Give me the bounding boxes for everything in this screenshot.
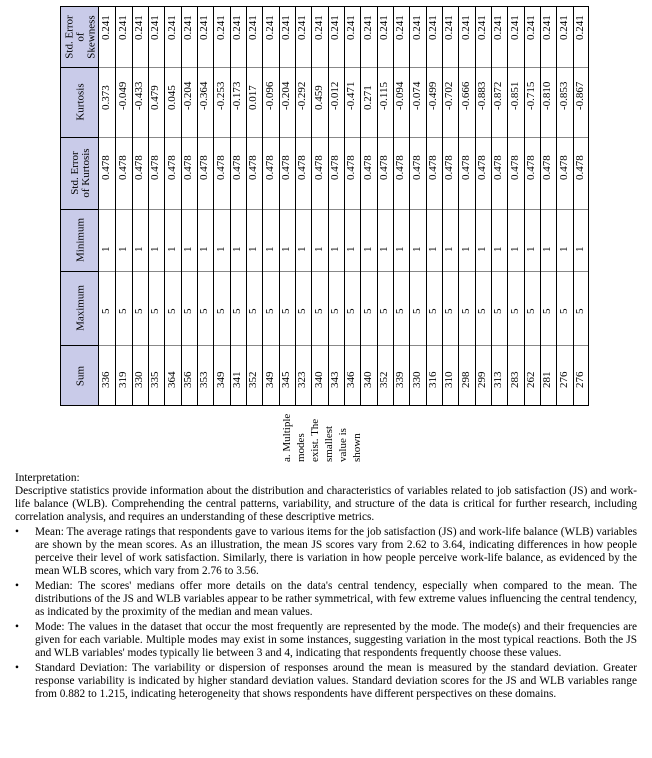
cell-se_kurt: 0.478 <box>181 155 194 180</box>
cell-sum: 281 <box>541 371 554 388</box>
header-label <box>75 218 86 262</box>
cell-sum: 335 <box>149 371 162 388</box>
row-divider <box>556 7 557 405</box>
cell-minimum: 1 <box>149 246 162 252</box>
cell-minimum: 1 <box>426 246 439 252</box>
cell-sum: 352 <box>247 371 260 388</box>
cell-kurtosis: -0.364 <box>198 81 211 110</box>
cell-se_kurt: 0.478 <box>132 155 145 180</box>
cell-se_skew: 0.241 <box>149 15 162 40</box>
cell-se_kurt: 0.478 <box>508 155 521 180</box>
cell-se_skew: 0.241 <box>508 15 521 40</box>
row-divider <box>377 7 378 405</box>
cell-minimum: 1 <box>100 246 113 252</box>
footnote-line: smallest <box>323 425 335 462</box>
bullet-std-deviation <box>15 662 637 701</box>
bullet-glyph: • <box>15 621 19 633</box>
cell-maximum: 5 <box>181 308 194 314</box>
row-divider <box>295 7 296 405</box>
header-se_skew <box>61 7 100 67</box>
row-divider <box>132 7 133 405</box>
header-label <box>75 285 86 331</box>
header-sum <box>61 345 100 407</box>
bullet-glyph: • <box>15 662 19 674</box>
cell-maximum: 5 <box>443 308 456 314</box>
cell-minimum: 1 <box>165 246 178 252</box>
bullet-median <box>15 580 637 619</box>
row-divider <box>164 7 165 405</box>
cell-se_skew: 0.241 <box>394 15 407 40</box>
cell-se_skew: 0.241 <box>557 15 570 40</box>
row-divider <box>262 7 263 405</box>
cell-minimum: 1 <box>573 246 586 252</box>
cell-se_skew: 0.241 <box>377 15 390 40</box>
cell-sum: 364 <box>165 371 178 388</box>
cell-maximum: 5 <box>410 308 423 314</box>
cell-se_kurt: 0.478 <box>361 155 374 180</box>
cell-se_kurt: 0.478 <box>149 155 162 180</box>
row-divider <box>246 7 247 405</box>
cell-se_skew: 0.241 <box>116 15 129 40</box>
bullet-text: Mean: The average ratings that respondents gave to various items for the job satisfaction (JS) and work-life balance (WLB) variables are shown by the mean scores. As an illustration, the mean JS scores vary from 2.62 to 3.64, indicating differences in how people perceive their level of work satisfaction. Similarly, there is variation in how people perceive work-life balance, as evidenced by the mean WLB scores, which vary from 2.76 to 3.56. <box>35 526 637 577</box>
header-divider <box>61 209 100 210</box>
cell-sum: 336 <box>100 371 113 388</box>
row-divider <box>328 7 329 405</box>
cell-kurtosis: -0.715 <box>524 81 537 110</box>
cell-se_kurt: 0.478 <box>165 155 178 180</box>
header-label-line: Kurtosis <box>74 83 86 121</box>
cell-minimum: 1 <box>524 246 537 252</box>
cell-kurtosis: 0.045 <box>165 85 178 110</box>
cell-se_skew: 0.241 <box>328 15 341 40</box>
cell-kurtosis: -0.115 <box>377 81 390 110</box>
table-footnote <box>280 410 375 462</box>
cell-minimum: 1 <box>230 246 243 252</box>
cell-se_kurt: 0.478 <box>557 155 570 180</box>
cell-sum: 313 <box>492 371 505 388</box>
cell-se_skew: 0.241 <box>247 15 260 40</box>
row-divider <box>197 7 198 405</box>
row-divider <box>344 7 345 405</box>
header-se_kurt <box>61 137 100 209</box>
footnote-line: value is <box>337 428 349 462</box>
cell-maximum: 5 <box>345 308 358 314</box>
row-divider <box>213 7 214 405</box>
cell-maximum: 5 <box>116 308 129 314</box>
cell-maximum: 5 <box>541 308 554 314</box>
cell-minimum: 1 <box>214 246 227 252</box>
cell-kurtosis: -0.049 <box>116 81 129 110</box>
cell-se_skew: 0.241 <box>459 15 472 40</box>
cell-kurtosis: -0.096 <box>263 81 276 110</box>
cell-se_skew: 0.241 <box>524 15 537 40</box>
cell-maximum: 5 <box>165 308 178 314</box>
bullet-text: Median: The scores' medians offer more details on the data's central tendency, especially when compared to the mean. The distributions of the JS and WLB variables appear to be rather symmetrical, with few extreme values influencing the central tendency, as indicated by the proximity of the median and mean values. <box>35 580 637 618</box>
cell-se_skew: 0.241 <box>492 15 505 40</box>
cell-minimum: 1 <box>247 246 260 252</box>
row-divider <box>426 7 427 405</box>
bullet-glyph: • <box>15 526 19 538</box>
cell-minimum: 1 <box>132 246 145 252</box>
cell-maximum: 5 <box>426 308 439 314</box>
header-label-line: Sum <box>74 365 86 387</box>
row-divider <box>230 7 231 405</box>
cell-sum: 345 <box>279 371 292 388</box>
cell-minimum: 1 <box>492 246 505 252</box>
cell-maximum: 5 <box>492 308 505 314</box>
row-divider <box>409 7 410 405</box>
cell-se_kurt: 0.478 <box>247 155 260 180</box>
cell-sum: 356 <box>181 371 194 388</box>
cell-se_skew: 0.241 <box>198 15 211 40</box>
cell-sum: 340 <box>312 371 325 388</box>
cell-se_skew: 0.241 <box>443 15 456 40</box>
cell-se_kurt: 0.478 <box>100 155 113 180</box>
cell-kurtosis: -0.853 <box>557 81 570 110</box>
cell-kurtosis: -0.702 <box>443 81 456 110</box>
cell-sum: 346 <box>345 371 358 388</box>
cell-maximum: 5 <box>557 308 570 314</box>
cell-se_kurt: 0.478 <box>541 155 554 180</box>
cell-se_kurt: 0.478 <box>426 155 439 180</box>
cell-se_kurt: 0.478 <box>198 155 211 180</box>
cell-minimum: 1 <box>263 246 276 252</box>
cell-se_kurt: 0.478 <box>214 155 227 180</box>
header-label-line: Maximum <box>74 285 86 331</box>
interpretation-intro: Descriptive statistics provide information about the distribution and characteristics of variables related to job satisfaction (JS) and work-life balance (WLB). Comprehending the central patterns, variability, and structure of the data is critical for further research, including correlation analysis, and requires an understanding of these descriptive metrics. <box>15 485 637 523</box>
cell-minimum: 1 <box>198 246 211 252</box>
row-divider <box>540 7 541 405</box>
cell-sum: 349 <box>214 371 227 388</box>
cell-sum: 349 <box>263 371 276 388</box>
cell-maximum: 5 <box>247 308 260 314</box>
cell-se_kurt: 0.478 <box>263 155 276 180</box>
header-label-line: Minimum <box>74 217 86 263</box>
cell-sum: 319 <box>116 371 129 388</box>
table-data-area <box>99 6 589 406</box>
cell-maximum: 5 <box>573 308 586 314</box>
cell-se_skew: 0.241 <box>279 15 292 40</box>
cell-se_kurt: 0.478 <box>328 155 341 180</box>
cell-se_kurt: 0.478 <box>410 155 423 180</box>
header-label <box>75 366 86 386</box>
cell-sum: 343 <box>328 371 341 388</box>
header-divider <box>61 137 100 138</box>
cell-sum: 262 <box>524 371 537 388</box>
cell-sum: 283 <box>508 371 521 388</box>
cell-sum: 353 <box>198 371 211 388</box>
cell-se_skew: 0.241 <box>230 15 243 40</box>
cell-se_kurt: 0.478 <box>116 155 129 180</box>
cell-minimum: 1 <box>328 246 341 252</box>
row-divider <box>458 7 459 405</box>
cell-se_skew: 0.241 <box>573 15 586 40</box>
row-divider <box>507 7 508 405</box>
cell-maximum: 5 <box>214 308 227 314</box>
cell-kurtosis: -0.173 <box>230 81 243 110</box>
cell-minimum: 1 <box>181 246 194 252</box>
cell-kurtosis: 0.373 <box>100 85 113 110</box>
cell-kurtosis: -0.074 <box>410 81 423 110</box>
bullet-text: Standard Deviation: The variability or dispersion of responses around the mean is measured by the standard deviation. Greater response variability is indicated by higher standard deviation values. Standard deviation scores for the JS and WLB variables range from 0.882 to 1.215, indicating heterogeneity that shows respondents have different perspectives on these domains. <box>35 662 637 700</box>
cell-se_kurt: 0.478 <box>475 155 488 180</box>
cell-se_skew: 0.241 <box>165 15 178 40</box>
cell-se_skew: 0.241 <box>132 15 145 40</box>
row-divider <box>148 7 149 405</box>
cell-minimum: 1 <box>377 246 390 252</box>
cell-se_skew: 0.241 <box>541 15 554 40</box>
cell-se_skew: 0.241 <box>475 15 488 40</box>
cell-maximum: 5 <box>132 308 145 314</box>
cell-maximum: 5 <box>263 308 276 314</box>
cell-kurtosis: 0.017 <box>247 85 260 110</box>
cell-maximum: 5 <box>394 308 407 314</box>
row-divider <box>360 7 361 405</box>
header-kurtosis <box>61 67 100 137</box>
cell-minimum: 1 <box>459 246 472 252</box>
cell-sum: 339 <box>394 371 407 388</box>
cell-kurtosis: -0.867 <box>573 81 586 110</box>
cell-kurtosis: -0.499 <box>426 81 439 110</box>
cell-sum: 330 <box>410 371 423 388</box>
cell-minimum: 1 <box>557 246 570 252</box>
cell-se_kurt: 0.478 <box>230 155 243 180</box>
row-divider <box>573 7 574 405</box>
cell-se_skew: 0.241 <box>214 15 227 40</box>
footnote-line: exist. The <box>309 418 321 462</box>
cell-kurtosis: -0.094 <box>394 81 407 110</box>
cell-maximum: 5 <box>508 308 521 314</box>
cell-minimum: 1 <box>312 246 325 252</box>
cell-se_kurt: 0.478 <box>459 155 472 180</box>
cell-maximum: 5 <box>230 308 243 314</box>
cell-sum: 352 <box>377 371 390 388</box>
header-maximum <box>61 271 100 345</box>
cell-sum: 330 <box>132 371 145 388</box>
bullet-mean <box>15 526 637 578</box>
cell-minimum: 1 <box>443 246 456 252</box>
header-minimum <box>61 209 100 271</box>
cell-kurtosis: -0.253 <box>214 81 227 110</box>
cell-se_skew: 0.241 <box>296 15 309 40</box>
cell-sum: 310 <box>443 371 456 388</box>
cell-kurtosis: -0.012 <box>328 81 341 110</box>
cell-se_kurt: 0.478 <box>524 155 537 180</box>
row-divider <box>115 7 116 405</box>
header-label-line: Skewness <box>85 15 97 59</box>
header-label <box>75 83 86 120</box>
header-divider <box>61 67 100 68</box>
cell-minimum: 1 <box>361 246 374 252</box>
cell-kurtosis: -0.883 <box>475 81 488 110</box>
bullet-mode <box>15 621 637 660</box>
cell-se_kurt: 0.478 <box>394 155 407 180</box>
cell-sum: 341 <box>230 371 243 388</box>
footnote-line: modes <box>295 433 307 462</box>
rotated-statistics-table <box>60 6 589 406</box>
cell-kurtosis: 0.459 <box>312 85 325 110</box>
header-label <box>64 15 97 58</box>
cell-minimum: 1 <box>475 246 488 252</box>
cell-maximum: 5 <box>198 308 211 314</box>
cell-kurtosis: -0.433 <box>132 81 145 110</box>
cell-se_skew: 0.241 <box>410 15 423 40</box>
cell-maximum: 5 <box>296 308 309 314</box>
interpretation-section <box>15 472 637 703</box>
row-divider <box>475 7 476 405</box>
cell-se_kurt: 0.478 <box>345 155 358 180</box>
cell-se_skew: 0.241 <box>361 15 374 40</box>
cell-kurtosis: 0.479 <box>149 85 162 110</box>
header-divider <box>61 345 100 346</box>
interpretation-heading: Interpretation: <box>15 472 80 484</box>
cell-kurtosis: -0.204 <box>279 81 292 110</box>
row-divider <box>393 7 394 405</box>
cell-se_skew: 0.241 <box>181 15 194 40</box>
cell-maximum: 5 <box>328 308 341 314</box>
header-label-line: Std. Error <box>63 15 75 59</box>
row-divider <box>442 7 443 405</box>
cell-sum: 298 <box>459 371 472 388</box>
cell-minimum: 1 <box>541 246 554 252</box>
table-header-column <box>60 6 99 406</box>
cell-se_kurt: 0.478 <box>296 155 309 180</box>
cell-maximum: 5 <box>459 308 472 314</box>
row-divider <box>279 7 280 405</box>
cell-maximum: 5 <box>279 308 292 314</box>
cell-minimum: 1 <box>410 246 423 252</box>
row-divider <box>311 7 312 405</box>
cell-se_kurt: 0.478 <box>443 155 456 180</box>
cell-maximum: 5 <box>312 308 325 314</box>
cell-kurtosis: 0.271 <box>361 85 374 110</box>
cell-se_skew: 0.241 <box>100 15 113 40</box>
bullet-glyph: • <box>15 580 19 592</box>
bullet-text: Mode: The values in the dataset that occur the most frequently are represented by the mode. The mode(s) and their frequencies are given for each variable. Multiple modes may exist in some instances, suggesting variation in the most typical reactions. Both the JS and WLB variables' modes typically lie between 3 and 4, indicating that respondents frequently choose these values. <box>35 621 637 659</box>
cell-maximum: 5 <box>475 308 488 314</box>
cell-minimum: 1 <box>508 246 521 252</box>
cell-maximum: 5 <box>524 308 537 314</box>
cell-minimum: 1 <box>345 246 358 252</box>
cell-se_skew: 0.241 <box>426 15 439 40</box>
cell-kurtosis: -0.851 <box>508 81 521 110</box>
row-divider <box>524 7 525 405</box>
cell-sum: 299 <box>475 371 488 388</box>
cell-kurtosis: -0.471 <box>345 81 358 110</box>
cell-minimum: 1 <box>394 246 407 252</box>
footnote-line: a. Multiple <box>281 413 293 462</box>
cell-se_kurt: 0.478 <box>312 155 325 180</box>
cell-se_kurt: 0.478 <box>492 155 505 180</box>
cell-sum: 276 <box>557 371 570 388</box>
header-label <box>70 148 92 197</box>
cell-maximum: 5 <box>377 308 390 314</box>
cell-sum: 276 <box>573 371 586 388</box>
footnote-line: shown <box>351 433 363 462</box>
cell-se_skew: 0.241 <box>345 15 358 40</box>
header-label-line: of <box>74 32 86 42</box>
cell-maximum: 5 <box>100 308 113 314</box>
cell-sum: 340 <box>361 371 374 388</box>
cell-kurtosis: -0.204 <box>181 81 194 110</box>
header-label-line: Std. Error <box>68 151 81 195</box>
cell-maximum: 5 <box>361 308 374 314</box>
cell-maximum: 5 <box>149 308 162 314</box>
cell-kurtosis: -0.292 <box>296 81 309 110</box>
row-divider <box>491 7 492 405</box>
header-label-line: of Kurtosis <box>79 148 92 198</box>
cell-se_kurt: 0.478 <box>573 155 586 180</box>
cell-minimum: 1 <box>279 246 292 252</box>
cell-se_skew: 0.241 <box>263 15 276 40</box>
header-divider <box>61 271 100 272</box>
cell-se_skew: 0.241 <box>312 15 325 40</box>
cell-kurtosis: -0.872 <box>492 81 505 110</box>
cell-kurtosis: -0.666 <box>459 81 472 110</box>
cell-kurtosis: -0.810 <box>541 81 554 110</box>
cell-se_kurt: 0.478 <box>377 155 390 180</box>
interpretation-bullets <box>15 526 637 701</box>
cell-minimum: 1 <box>296 246 309 252</box>
cell-sum: 323 <box>296 371 309 388</box>
cell-se_kurt: 0.478 <box>279 155 292 180</box>
cell-sum: 316 <box>426 371 439 388</box>
row-divider <box>181 7 182 405</box>
cell-minimum: 1 <box>116 246 129 252</box>
